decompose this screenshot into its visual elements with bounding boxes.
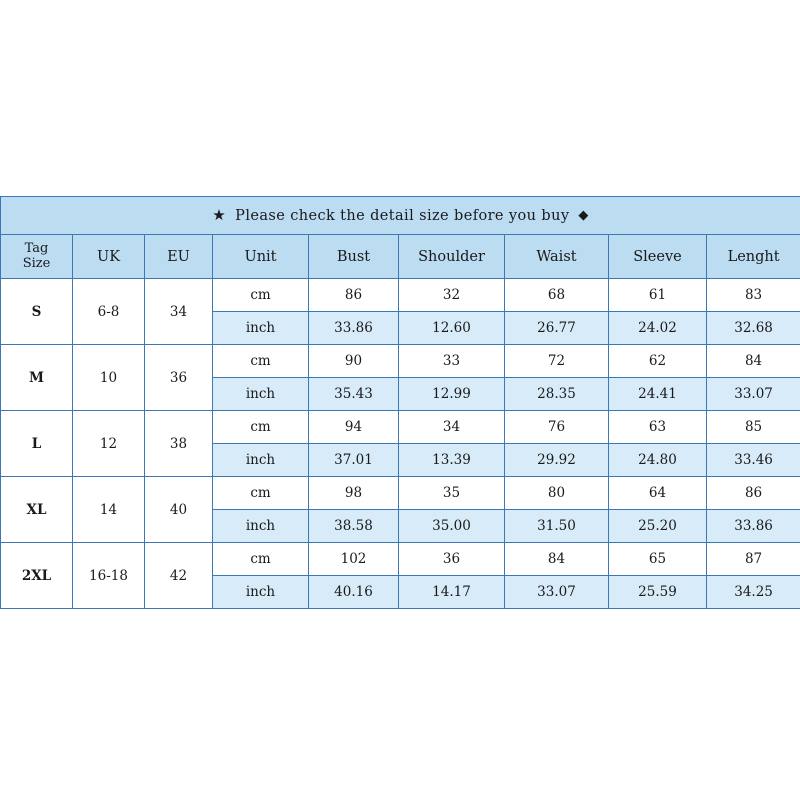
column-header-uk: UK: [73, 235, 145, 279]
cell-unit: inch: [213, 378, 309, 411]
cell-eu: 34: [145, 279, 213, 345]
cell-unit: inch: [213, 576, 309, 609]
column-header-bust: Bust: [309, 235, 399, 279]
cell-lenght: 83: [707, 279, 800, 312]
cell-waist: 29.92: [505, 444, 609, 477]
cell-lenght: 33.07: [707, 378, 800, 411]
cell-sleeve: 24.80: [609, 444, 707, 477]
cell-sleeve: 64: [609, 477, 707, 510]
column-header-unit: Unit: [213, 235, 309, 279]
table-row: [1, 543, 800, 576]
cell-shoulder: 33: [399, 345, 505, 378]
cell-waist: 76: [505, 411, 609, 444]
cell-tag-size: 2XL: [1, 543, 73, 609]
cell-lenght: 33.46: [707, 444, 800, 477]
cell-unit: inch: [213, 510, 309, 543]
cell-shoulder: 12.99: [399, 378, 505, 411]
cell-uk: 6-8: [73, 279, 145, 345]
cell-bust: 86: [309, 279, 399, 312]
cell-tag-size: M: [1, 345, 73, 411]
cell-tag-size: XL: [1, 477, 73, 543]
cell-lenght: 33.86: [707, 510, 800, 543]
cell-waist: 33.07: [505, 576, 609, 609]
cell-sleeve: 63: [609, 411, 707, 444]
cell-unit: inch: [213, 444, 309, 477]
cell-waist: 68: [505, 279, 609, 312]
cell-waist: 26.77: [505, 312, 609, 345]
cell-bust: 98: [309, 477, 399, 510]
cell-waist: 80: [505, 477, 609, 510]
tag-size-line1: Tag: [24, 240, 49, 256]
table-row: [1, 279, 800, 312]
cell-shoulder: 13.39: [399, 444, 505, 477]
cell-shoulder: 12.60: [399, 312, 505, 345]
cell-sleeve: 25.59: [609, 576, 707, 609]
cell-waist: 31.50: [505, 510, 609, 543]
cell-bust: 102: [309, 543, 399, 576]
banner-cell: [1, 197, 800, 235]
cell-lenght: 87: [707, 543, 800, 576]
table-row: [1, 477, 800, 510]
cell-sleeve: 65: [609, 543, 707, 576]
cell-sleeve: 24.02: [609, 312, 707, 345]
cell-eu: 38: [145, 411, 213, 477]
cell-sleeve: 25.20: [609, 510, 707, 543]
banner-row: [1, 197, 800, 235]
cell-unit: cm: [213, 279, 309, 312]
cell-bust: 94: [309, 411, 399, 444]
cell-waist: 72: [505, 345, 609, 378]
cell-lenght: 84: [707, 345, 800, 378]
cell-bust: 90: [309, 345, 399, 378]
column-header-tag-size: [1, 235, 73, 279]
cell-eu: 40: [145, 477, 213, 543]
cell-uk: 16-18: [73, 543, 145, 609]
cell-shoulder: 34: [399, 411, 505, 444]
cell-waist: 28.35: [505, 378, 609, 411]
table-header-row: [1, 235, 800, 279]
cell-shoulder: 35: [399, 477, 505, 510]
cell-bust: 38.58: [309, 510, 399, 543]
size-chart-table: [0, 196, 800, 609]
cell-shoulder: 32: [399, 279, 505, 312]
column-header-waist: Waist: [505, 235, 609, 279]
tag-size-line2: Size: [22, 255, 51, 271]
cell-shoulder: 35.00: [399, 510, 505, 543]
cell-uk: 10: [73, 345, 145, 411]
cell-eu: 36: [145, 345, 213, 411]
size-chart-container: [0, 196, 800, 609]
cell-bust: 33.86: [309, 312, 399, 345]
cell-lenght: 86: [707, 477, 800, 510]
cell-sleeve: 24.41: [609, 378, 707, 411]
banner-text: Please check the detail size before you buy: [235, 207, 570, 224]
cell-shoulder: 14.17: [399, 576, 505, 609]
cell-unit: cm: [213, 543, 309, 576]
column-header-lenght: Lenght: [707, 235, 800, 279]
table-row: [1, 411, 800, 444]
cell-waist: 84: [505, 543, 609, 576]
cell-uk: 12: [73, 411, 145, 477]
cell-bust: 37.01: [309, 444, 399, 477]
cell-unit: cm: [213, 345, 309, 378]
cell-sleeve: 62: [609, 345, 707, 378]
cell-lenght: 34.25: [707, 576, 800, 609]
cell-tag-size: L: [1, 411, 73, 477]
cell-sleeve: 61: [609, 279, 707, 312]
cell-lenght: 32.68: [707, 312, 800, 345]
cell-tag-size: S: [1, 279, 73, 345]
column-header-shoulder: Shoulder: [399, 235, 505, 279]
cell-bust: 35.43: [309, 378, 399, 411]
cell-lenght: 85: [707, 411, 800, 444]
cell-unit: cm: [213, 411, 309, 444]
cell-uk: 14: [73, 477, 145, 543]
cell-bust: 40.16: [309, 576, 399, 609]
cell-unit: inch: [213, 312, 309, 345]
cell-unit: cm: [213, 477, 309, 510]
column-header-sleeve: Sleeve: [609, 235, 707, 279]
cell-shoulder: 36: [399, 543, 505, 576]
table-row: [1, 345, 800, 378]
diamond-icon: ◆: [578, 208, 589, 223]
star-icon: ★: [212, 206, 227, 224]
cell-eu: 42: [145, 543, 213, 609]
column-header-eu: EU: [145, 235, 213, 279]
